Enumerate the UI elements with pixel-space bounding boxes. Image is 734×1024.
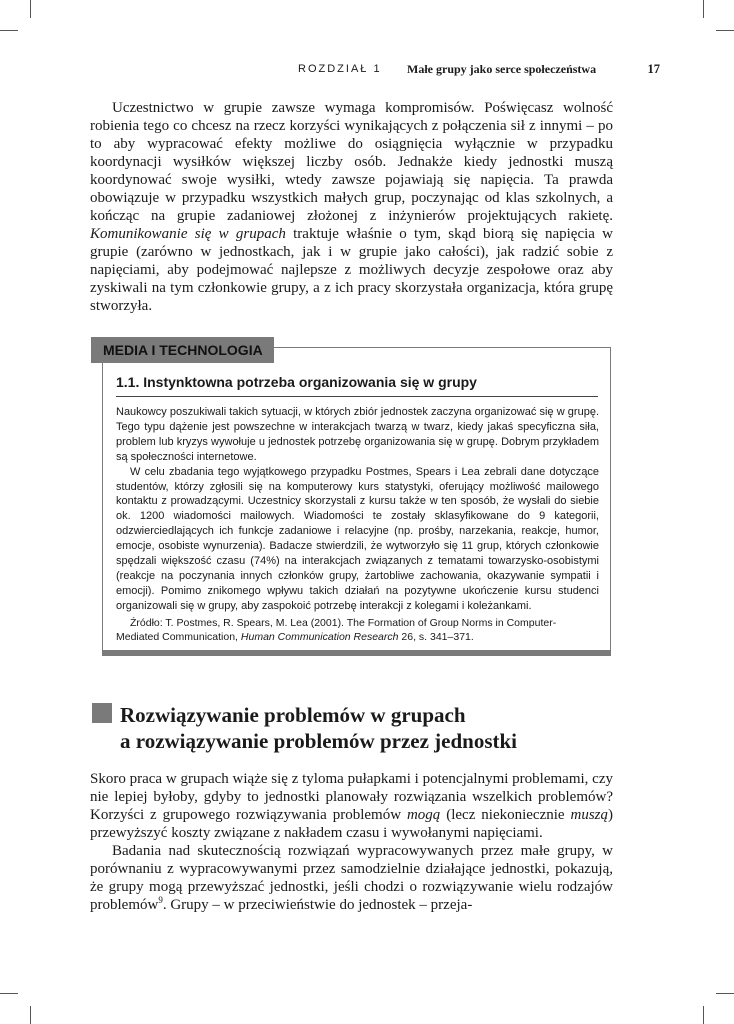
source-text-1: Źródło: T. Postmes, R. Spears, M. Lea (2001). The Formation of Group Norms in Computer-Mediated Communication, (116, 617, 557, 643)
section-paragraph-2 (90, 842, 613, 914)
crop-mark-top-left-v (30, 0, 31, 18)
running-header (90, 60, 660, 78)
source-journal: Human Communication Research (240, 631, 399, 643)
box-paragraph-1: Naukowcy poszukiwali takich sytuacji, w których zbiór jednostek zaczyna organizować się w grupę. Tego typu dążenie jest powszechne w interakcjach twarzą w twarz, kiedy jakaś specyficzna siła, problem lub kryzys wywołuje u jednostek potrzebę organizowania się w grupę. Dobrym przykładem są społeczności internetowe. (116, 406, 599, 463)
book-title-italic: Komunikowanie się w grupach (90, 226, 286, 242)
sp1-italic-1: mogą (406, 807, 441, 823)
section-paragraph-1 (90, 770, 613, 842)
crop-mark-top-left-h (0, 30, 18, 31)
box-source-citation (116, 616, 599, 644)
page-number: 17 (647, 62, 660, 76)
crop-mark-top-right-h (716, 30, 734, 31)
crop-mark-bottom-left-v (30, 1006, 31, 1024)
box-body (116, 405, 599, 614)
intro-text-1: Uczestnictwo w grupie zawsze wymaga kompromisów. Poświęcasz wolność robienia tego co chcesz na rzecz korzyści wynikających z połączenia sił z innymi – po to aby wypracować efekty możliwe do osiągnięcia wyłącznie w przypadku koordynacji wysiłków większej liczby osób. Jednakże kiedy jednostki muszą koordynować swoje wysiłki, wtedy zawsze pojawiają się napięcia. Ta prawda obowiązuje w przypadku wszystkich małych grup, poczynając od klas szkolnych, a kończąc na grupie zadaniowej złożonej z inżynierów projektujących rakietę. (90, 100, 613, 224)
box-heading: 1.1. Instynktowna potrzeba organizowania się w grupy (116, 374, 477, 390)
box-paragraph-2: W celu zbadania tego wyjątkowego przypadku Postmes, Spears i Lea zebrali dane dotyczące studentów, którzy zgłosili się na komputerowy kurs statystyki, oferujący możliwość mailowego kontaktu z prowadzącymi. Uczestnicy skorzystali z kursu także w ten sposób, że wysłali do siebie ok. 1200 wiadomości mailowych. Wiadomości te zostały sklasyfikowane do 9 kategorii, odzwierciedlających ich funkcje zadaniowe i relacyjne (np. prośby, narzekania, reakcje, humor, emocje, osobiste wynurzenia). Badacze stwierdzili, że wytworzyło się 11 grup, których członkowie spędzali większość czasu (74%) na interakcjach związanych z tematami towarzysko-osobistymi (reakcje na poczynania innych członków grupy, żartobliwe zachowania, okazywanie sympatii i emocji). Pomimo znikomego wpływu takich działań na pozytywne ukończenie kursu studenci organizowali się w grupy, aby zaspokoić potrzebę interakcji z kolegami i koleżankami. (116, 465, 599, 612)
section-title (120, 702, 600, 754)
chapter-title: Małe grupy jako serce społeczeństwa (407, 62, 597, 76)
sp1-text-1: Skoro praca w grupach wiąże się z tyloma pułapkami i potencjalnymi problemami, czy nie lepiej byłoby, gdyby to jednostki planowały rozwiązania wszelkich problemów? Korzyści z grupowego rozwiązywania problemów (90, 771, 613, 823)
box-category-tag: MEDIA I TECHNOLOGIA (91, 337, 274, 363)
sp1-italic-2: muszą (570, 807, 609, 823)
source-text-2: 26, s. 341–371. (401, 631, 474, 643)
intro-paragraph (90, 99, 613, 315)
sp1-text-3: ) przewyższyć koszty związane z nakładem czasu i wywołanymi napięciami. (90, 807, 614, 841)
section-title-line-1: Rozwiązywanie problemów w grupach (120, 703, 466, 727)
sp1-text-2: (lecz niekoniecznie (446, 807, 565, 823)
sp2-text-1: Badania nad skutecznością rozwiązań wypracowywanych przez małe grupy, w porównaniu z wypracowywanymi przez samodzielnie działające jednostki, pokazują, że grupy mogą przewyższać jednostki, jeśli chodzi o rozwiązywanie wielu rodzajów problemów (90, 843, 613, 913)
footnote-reference: 9 (158, 895, 163, 905)
chapter-label: ROZDZIAŁ 1 (298, 63, 382, 75)
sp2-text-2: . Grupy – w przeciwieństwie do jednostek – przeja- (162, 897, 473, 913)
box-heading-rule (116, 396, 598, 397)
crop-mark-top-right-v (703, 0, 704, 18)
crop-mark-bottom-right-h (716, 993, 734, 994)
crop-mark-bottom-left-h (0, 993, 18, 994)
section-title-line-2: a rozwiązywanie problemów przez jednostki (120, 729, 518, 753)
intro-text-2: traktuje właśnie o tym, skąd biorą się napięcia w grupie (zarówno w jednostkach, jak i w grupie jako całości), jak radzić sobie z napięciami, aby podejmować najlepsze z możliwych decyzje zespołowe oraz aby zyskiwali na tym członkowie grupy, a z ich pracy skorzystała organizacja, która grupę stworzyła. (90, 226, 614, 314)
section-marker-square (92, 703, 112, 723)
crop-mark-bottom-right-v (703, 1006, 704, 1024)
